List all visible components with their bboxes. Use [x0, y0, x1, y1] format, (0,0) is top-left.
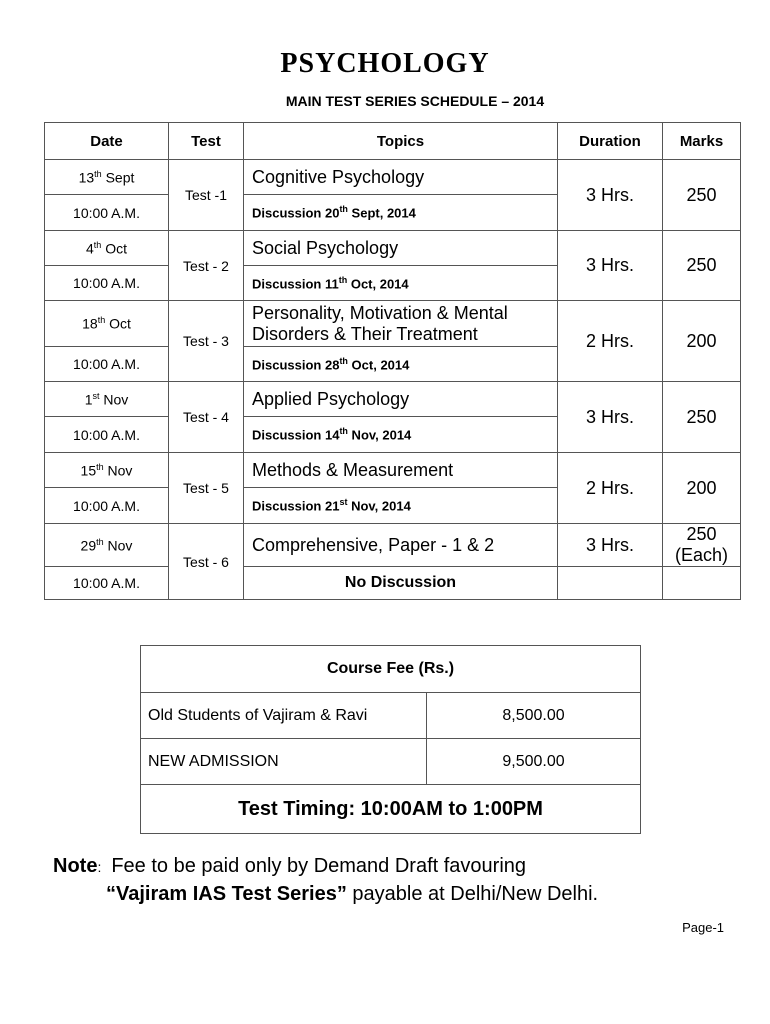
duration-cell: 2 Hrs.: [558, 301, 663, 382]
table-row: [45, 382, 741, 417]
discussion-cell: Discussion 11th Oct, 2014: [244, 266, 558, 301]
table-row: [45, 567, 741, 600]
schedule-table: [44, 122, 741, 600]
marks-cell: 200: [663, 301, 741, 382]
timing-row: [141, 785, 641, 834]
duration-cell: 3 Hrs.: [558, 160, 663, 231]
course-fee-table: [140, 645, 641, 834]
marks-cell: 200: [663, 453, 741, 524]
test-cell: Test - 2: [169, 231, 244, 301]
marks-cell: 250: [663, 231, 741, 301]
note-line-1: Fee to be paid only by Demand Draft favouring: [111, 855, 527, 877]
discussion-cell: Discussion 21st Nov, 2014: [244, 488, 558, 524]
time-cell: 10:00 A.M.: [45, 488, 169, 524]
marks-cell: 250: [663, 160, 741, 231]
topic-cell: Personality, Motivation & Mental Disorders & Their Treatment: [244, 301, 558, 347]
time-cell: 10:00 A.M.: [45, 417, 169, 453]
fee-label: NEW ADMISSION: [141, 739, 427, 785]
col-header-date: Date: [45, 123, 169, 160]
col-header-marks: Marks: [663, 123, 741, 160]
table-row: [45, 301, 741, 347]
topic-cell: Social Psychology: [244, 231, 558, 266]
test-cell: Test - 5: [169, 453, 244, 524]
fee-value: 8,500.00: [427, 693, 641, 739]
marks-cell: 250: [663, 382, 741, 453]
test-cell: Test -1: [169, 160, 244, 231]
date-cell: 4th Oct: [45, 231, 169, 266]
test-timing: Test Timing: 10:00AM to 1:00PM: [141, 785, 641, 834]
date-cell: 1st Nov: [45, 382, 169, 417]
note-line-2: [106, 880, 598, 908]
page-number: Page-1: [682, 920, 724, 935]
topic-cell: Cognitive Psychology: [244, 160, 558, 195]
duration-cell: 3 Hrs.: [558, 524, 663, 567]
duration-cell: 2 Hrs.: [558, 453, 663, 524]
marks-cell: 250 (Each): [663, 524, 741, 567]
col-header-test: Test: [169, 123, 244, 160]
note-label: Note: [53, 855, 98, 877]
note: [53, 852, 526, 881]
date-cell: 18th Oct: [45, 301, 169, 347]
time-cell: 10:00 A.M.: [45, 195, 169, 231]
table-row: [141, 693, 641, 739]
empty-cell: [663, 567, 741, 600]
table-row: [45, 231, 741, 266]
note-payee: “Vajiram IAS Test Series”: [106, 883, 347, 905]
duration-cell: 3 Hrs.: [558, 382, 663, 453]
test-cell: Test - 4: [169, 382, 244, 453]
fee-value: 9,500.00: [427, 739, 641, 785]
date-cell: 13th Sept: [45, 160, 169, 195]
discussion-cell: Discussion 28th Oct, 2014: [244, 347, 558, 382]
test-cell: Test - 6: [169, 524, 244, 600]
page-title: PSYCHOLOGY: [280, 48, 490, 79]
col-header-topics: Topics: [244, 123, 558, 160]
note-colon: :: [97, 859, 102, 875]
schedule-header-row: [45, 123, 741, 160]
table-row: [45, 453, 741, 488]
topic-cell: Applied Psychology: [244, 382, 558, 417]
time-cell: 10:00 A.M.: [45, 347, 169, 382]
test-cell: Test - 3: [169, 301, 244, 382]
date-cell: 15th Nov: [45, 453, 169, 488]
fee-header-row: [141, 646, 641, 693]
col-header-duration: Duration: [558, 123, 663, 160]
table-row: [45, 160, 741, 195]
topic-cell: Methods & Measurement: [244, 453, 558, 488]
date-cell: 29th Nov: [45, 524, 169, 567]
table-row: [141, 739, 641, 785]
fee-heading: Course Fee (Rs.): [141, 646, 641, 693]
duration-cell: 3 Hrs.: [558, 231, 663, 301]
no-discussion-cell: No Discussion: [244, 567, 558, 600]
empty-cell: [558, 567, 663, 600]
fee-label: Old Students of Vajiram & Ravi: [141, 693, 427, 739]
discussion-cell: Discussion 20th Sept, 2014: [244, 195, 558, 231]
discussion-cell: Discussion 14th Nov, 2014: [244, 417, 558, 453]
topic-cell: Comprehensive, Paper - 1 & 2: [244, 524, 558, 567]
marks-note: (Each): [674, 545, 728, 565]
note-payable: payable at Delhi/New Delhi.: [346, 883, 599, 905]
time-cell: 10:00 A.M.: [45, 266, 169, 301]
table-row: [45, 524, 741, 567]
time-cell: 10:00 A.M.: [45, 567, 169, 600]
page-subtitle: MAIN TEST SERIES SCHEDULE – 2014: [285, 93, 545, 109]
